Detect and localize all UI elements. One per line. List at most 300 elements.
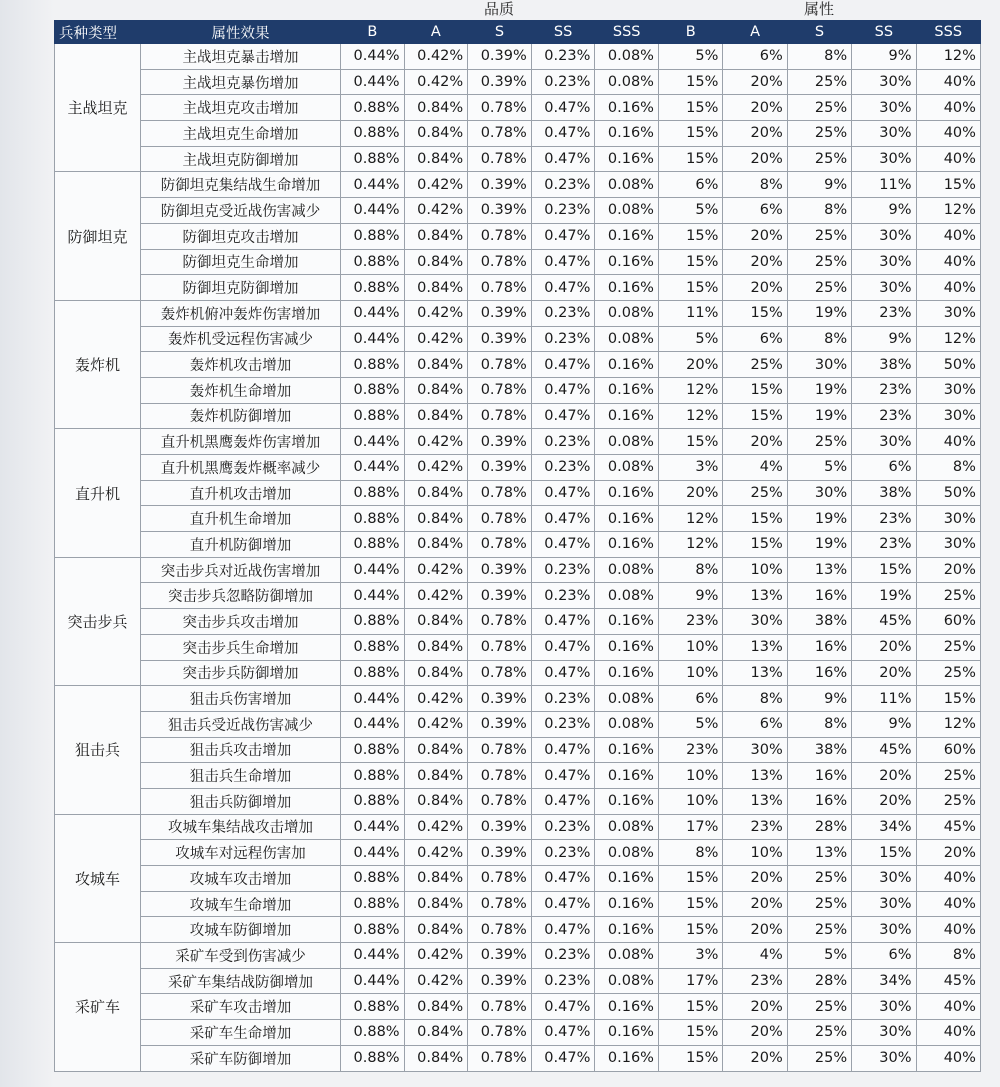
quality-value-cell: 0.88%	[341, 737, 405, 763]
attribute-value-cell: 20%	[852, 660, 916, 686]
quality-value-cell: 0.42%	[404, 557, 468, 583]
quality-value-cell: 0.88%	[341, 506, 405, 532]
quality-value-cell: 0.44%	[341, 968, 405, 994]
quality-value-cell: 0.44%	[341, 814, 405, 840]
header-attribute-a: A	[723, 21, 787, 44]
attribute-value-cell: 25%	[787, 146, 851, 172]
attribute-value-cell: 25%	[787, 121, 851, 147]
table-row	[55, 403, 981, 429]
quality-value-cell: 0.16%	[595, 609, 659, 635]
attribute-value-cell: 10%	[723, 840, 787, 866]
effect-cell: 采矿车生命增加	[141, 1020, 341, 1046]
quality-value-cell: 0.84%	[404, 609, 468, 635]
effect-cell: 突击步兵忽略防御增加	[141, 583, 341, 609]
attribute-value-cell: 30%	[916, 532, 980, 558]
quality-value-cell: 0.78%	[468, 146, 532, 172]
quality-value-cell: 0.47%	[531, 480, 595, 506]
attribute-value-cell: 25%	[787, 1020, 851, 1046]
quality-value-cell: 0.16%	[595, 917, 659, 943]
effect-cell: 直升机黑鹰轰炸伤害增加	[141, 429, 341, 455]
table-row	[55, 917, 981, 943]
attribute-value-cell: 23%	[658, 737, 722, 763]
table-row	[55, 1045, 981, 1071]
quality-value-cell: 0.47%	[531, 532, 595, 558]
attribute-value-cell: 5%	[658, 44, 722, 70]
effect-cell: 防御坦克生命增加	[141, 249, 341, 275]
effect-cell: 直升机生命增加	[141, 506, 341, 532]
effect-cell: 攻城车对远程伤害加	[141, 840, 341, 866]
attribute-value-cell: 8%	[787, 44, 851, 70]
attribute-value-cell: 8%	[658, 557, 722, 583]
attribute-value-cell: 30%	[852, 146, 916, 172]
attribute-value-cell: 30%	[852, 917, 916, 943]
quality-value-cell: 0.42%	[404, 429, 468, 455]
attribute-value-cell: 19%	[787, 403, 851, 429]
table-row	[55, 44, 981, 70]
quality-value-cell: 0.88%	[341, 763, 405, 789]
quality-value-cell: 0.16%	[595, 737, 659, 763]
quality-value-cell: 0.08%	[595, 943, 659, 969]
attribute-value-cell: 9%	[852, 44, 916, 70]
attribute-value-cell: 13%	[723, 634, 787, 660]
quality-value-cell: 0.23%	[531, 840, 595, 866]
attribute-value-cell: 15%	[658, 69, 722, 95]
table-row	[55, 968, 981, 994]
attribute-value-cell: 9%	[852, 326, 916, 352]
quality-value-cell: 0.42%	[404, 326, 468, 352]
quality-value-cell: 0.08%	[595, 198, 659, 224]
quality-value-cell: 0.47%	[531, 352, 595, 378]
attribute-value-cell: 38%	[852, 480, 916, 506]
table-row	[55, 583, 981, 609]
table-row	[55, 866, 981, 892]
quality-value-cell: 0.47%	[531, 1020, 595, 1046]
quality-value-cell: 0.88%	[341, 403, 405, 429]
attribute-value-cell: 50%	[916, 352, 980, 378]
attribute-value-cell: 20%	[723, 146, 787, 172]
attribute-value-cell: 30%	[852, 1045, 916, 1071]
effect-cell: 轰炸机受远程伤害减少	[141, 326, 341, 352]
quality-value-cell: 0.16%	[595, 249, 659, 275]
attribute-value-cell: 13%	[723, 788, 787, 814]
attribute-value-cell: 23%	[723, 814, 787, 840]
effect-cell: 防御坦克受近战伤害减少	[141, 198, 341, 224]
attribute-value-cell: 25%	[787, 69, 851, 95]
attribute-value-cell: 15%	[723, 506, 787, 532]
attribute-value-cell: 25%	[723, 480, 787, 506]
effect-cell: 采矿车受到伤害减少	[141, 943, 341, 969]
quality-value-cell: 0.78%	[468, 609, 532, 635]
quality-value-cell: 0.88%	[341, 660, 405, 686]
quality-value-cell: 0.47%	[531, 866, 595, 892]
attribute-value-cell: 10%	[658, 660, 722, 686]
attribute-value-cell: 45%	[916, 814, 980, 840]
quality-value-cell: 0.39%	[468, 968, 532, 994]
quality-value-cell: 0.16%	[595, 660, 659, 686]
quality-value-cell: 0.47%	[531, 275, 595, 301]
quality-value-cell: 0.78%	[468, 249, 532, 275]
attribute-value-cell: 8%	[787, 198, 851, 224]
quality-value-cell: 0.42%	[404, 455, 468, 481]
quality-value-cell: 0.88%	[341, 532, 405, 558]
quality-value-cell: 0.08%	[595, 44, 659, 70]
quality-value-cell: 0.39%	[468, 326, 532, 352]
quality-value-cell: 0.47%	[531, 609, 595, 635]
attribute-value-cell: 40%	[916, 917, 980, 943]
attribute-value-cell: 15%	[723, 403, 787, 429]
quality-value-cell: 0.78%	[468, 275, 532, 301]
quality-value-cell: 0.88%	[341, 634, 405, 660]
effect-cell: 狙击兵受近战伤害减少	[141, 711, 341, 737]
quality-value-cell: 0.84%	[404, 249, 468, 275]
table-row	[55, 711, 981, 737]
effect-cell: 主战坦克生命增加	[141, 121, 341, 147]
attribute-value-cell: 40%	[916, 275, 980, 301]
attribute-value-cell: 8%	[916, 455, 980, 481]
effect-cell: 防御坦克攻击增加	[141, 223, 341, 249]
quality-value-cell: 0.42%	[404, 44, 468, 70]
quality-value-cell: 0.42%	[404, 968, 468, 994]
quality-value-cell: 0.88%	[341, 609, 405, 635]
quality-value-cell: 0.23%	[531, 44, 595, 70]
table-body	[55, 44, 981, 1072]
attribute-value-cell: 30%	[916, 506, 980, 532]
attribute-value-cell: 23%	[852, 532, 916, 558]
troop-type-cell: 直升机	[55, 429, 141, 557]
attribute-value-cell: 6%	[723, 711, 787, 737]
attribute-value-cell: 25%	[787, 891, 851, 917]
attribute-value-cell: 19%	[787, 377, 851, 403]
quality-value-cell: 0.44%	[341, 711, 405, 737]
troop-type-cell: 攻城车	[55, 814, 141, 942]
attribute-value-cell: 19%	[852, 583, 916, 609]
effect-cell: 突击步兵生命增加	[141, 634, 341, 660]
quality-value-cell: 0.44%	[341, 69, 405, 95]
attribute-value-cell: 25%	[787, 1045, 851, 1071]
attribute-value-cell: 25%	[787, 429, 851, 455]
quality-value-cell: 0.44%	[341, 172, 405, 198]
attribute-value-cell: 16%	[787, 583, 851, 609]
quality-value-cell: 0.16%	[595, 275, 659, 301]
quality-value-cell: 0.47%	[531, 506, 595, 532]
attribute-value-cell: 15%	[658, 146, 722, 172]
attribute-value-cell: 8%	[723, 172, 787, 198]
attribute-value-cell: 15%	[723, 377, 787, 403]
attribute-value-cell: 20%	[723, 891, 787, 917]
quality-value-cell: 0.78%	[468, 994, 532, 1020]
troop-type-cell: 突击步兵	[55, 557, 141, 685]
quality-value-cell: 0.42%	[404, 583, 468, 609]
attribute-value-cell: 6%	[852, 943, 916, 969]
table-row	[55, 737, 981, 763]
attribute-value-cell: 15%	[658, 121, 722, 147]
quality-value-cell: 0.84%	[404, 377, 468, 403]
quality-value-cell: 0.78%	[468, 532, 532, 558]
quality-value-cell: 0.16%	[595, 634, 659, 660]
quality-value-cell: 0.16%	[595, 1045, 659, 1071]
quality-value-cell: 0.42%	[404, 172, 468, 198]
quality-value-cell: 0.78%	[468, 763, 532, 789]
attribute-value-cell: 8%	[787, 711, 851, 737]
attribute-value-cell: 12%	[658, 506, 722, 532]
attribute-value-cell: 23%	[723, 968, 787, 994]
quality-value-cell: 0.23%	[531, 557, 595, 583]
attribute-value-cell: 23%	[852, 377, 916, 403]
page-margin	[0, 0, 54, 1087]
effect-cell: 突击步兵攻击增加	[141, 609, 341, 635]
attribute-value-cell: 15%	[658, 275, 722, 301]
quality-value-cell: 0.84%	[404, 660, 468, 686]
effect-cell: 主战坦克暴伤增加	[141, 69, 341, 95]
quality-value-cell: 0.84%	[404, 788, 468, 814]
attribute-value-cell: 20%	[723, 95, 787, 121]
attribute-value-cell: 15%	[658, 429, 722, 455]
header-quality-b: B	[341, 21, 405, 44]
quality-value-cell: 0.39%	[468, 44, 532, 70]
attribute-value-cell: 25%	[916, 634, 980, 660]
table-row	[55, 891, 981, 917]
table-row	[55, 788, 981, 814]
effect-cell: 狙击兵生命增加	[141, 763, 341, 789]
attribute-value-cell: 20%	[723, 429, 787, 455]
quality-value-cell: 0.84%	[404, 866, 468, 892]
attribute-value-cell: 17%	[658, 968, 722, 994]
attribute-value-cell: 10%	[658, 634, 722, 660]
quality-value-cell: 0.44%	[341, 300, 405, 326]
quality-value-cell: 0.78%	[468, 634, 532, 660]
quality-value-cell: 0.23%	[531, 300, 595, 326]
attribute-value-cell: 30%	[852, 275, 916, 301]
quality-value-cell: 0.78%	[468, 866, 532, 892]
attribute-value-cell: 20%	[723, 249, 787, 275]
quality-value-cell: 0.44%	[341, 326, 405, 352]
attribute-value-cell: 30%	[916, 300, 980, 326]
attribute-value-cell: 13%	[723, 763, 787, 789]
table-row	[55, 557, 981, 583]
attribute-value-cell: 12%	[658, 403, 722, 429]
table-row	[55, 275, 981, 301]
table-row	[55, 146, 981, 172]
table-row	[55, 634, 981, 660]
attribute-value-cell: 40%	[916, 121, 980, 147]
quality-value-cell: 0.88%	[341, 249, 405, 275]
quality-value-cell: 0.84%	[404, 146, 468, 172]
quality-value-cell: 0.84%	[404, 480, 468, 506]
attribute-value-cell: 6%	[852, 455, 916, 481]
attribute-value-cell: 6%	[658, 686, 722, 712]
quality-value-cell: 0.88%	[341, 146, 405, 172]
attribute-value-cell: 30%	[723, 737, 787, 763]
quality-value-cell: 0.84%	[404, 994, 468, 1020]
attribute-value-cell: 15%	[723, 532, 787, 558]
quality-value-cell: 0.08%	[595, 711, 659, 737]
quality-value-cell: 0.84%	[404, 275, 468, 301]
quality-value-cell: 0.08%	[595, 172, 659, 198]
troop-type-cell: 采矿车	[55, 943, 141, 1071]
attribute-value-cell: 20%	[658, 352, 722, 378]
attribute-value-cell: 30%	[852, 891, 916, 917]
quality-group-title: 品质	[483, 0, 514, 18]
quality-value-cell: 0.39%	[468, 198, 532, 224]
attribute-value-cell: 13%	[723, 660, 787, 686]
quality-value-cell: 0.84%	[404, 223, 468, 249]
quality-value-cell: 0.88%	[341, 788, 405, 814]
attribute-value-cell: 60%	[916, 737, 980, 763]
effect-cell: 轰炸机攻击增加	[141, 352, 341, 378]
attribute-value-cell: 25%	[723, 352, 787, 378]
quality-value-cell: 0.23%	[531, 583, 595, 609]
quality-value-cell: 0.08%	[595, 968, 659, 994]
effect-cell: 防御坦克集结战生命增加	[141, 172, 341, 198]
quality-value-cell: 0.42%	[404, 943, 468, 969]
quality-value-cell: 0.47%	[531, 249, 595, 275]
attribute-value-cell: 8%	[916, 943, 980, 969]
quality-value-cell: 0.44%	[341, 557, 405, 583]
quality-value-cell: 0.08%	[595, 557, 659, 583]
attribute-value-cell: 15%	[852, 557, 916, 583]
attribute-value-cell: 20%	[852, 634, 916, 660]
attribute-value-cell: 9%	[787, 686, 851, 712]
quality-value-cell: 0.47%	[531, 223, 595, 249]
quality-value-cell: 0.78%	[468, 1045, 532, 1071]
quality-value-cell: 0.88%	[341, 352, 405, 378]
effect-cell: 主战坦克攻击增加	[141, 95, 341, 121]
attribute-value-cell: 12%	[658, 377, 722, 403]
effect-cell: 攻城车攻击增加	[141, 866, 341, 892]
troop-type-cell: 轰炸机	[55, 300, 141, 428]
quality-value-cell: 0.16%	[595, 994, 659, 1020]
quality-value-cell: 0.16%	[595, 891, 659, 917]
attribute-value-cell: 30%	[852, 95, 916, 121]
quality-value-cell: 0.08%	[595, 840, 659, 866]
attribute-value-cell: 13%	[787, 557, 851, 583]
quality-value-cell: 0.47%	[531, 121, 595, 147]
attribute-value-cell: 23%	[852, 300, 916, 326]
quality-value-cell: 0.42%	[404, 814, 468, 840]
attribute-value-cell: 3%	[658, 455, 722, 481]
quality-value-cell: 0.47%	[531, 994, 595, 1020]
quality-value-cell: 0.16%	[595, 95, 659, 121]
quality-value-cell: 0.16%	[595, 532, 659, 558]
attribute-value-cell: 15%	[658, 223, 722, 249]
attribute-value-cell: 30%	[852, 249, 916, 275]
header-effect: 属性效果	[141, 21, 341, 44]
effect-cell: 主战坦克防御增加	[141, 146, 341, 172]
attribute-value-cell: 28%	[787, 968, 851, 994]
attribute-value-cell: 40%	[916, 1020, 980, 1046]
quality-value-cell: 0.88%	[341, 1020, 405, 1046]
header-attribute-s: S	[787, 21, 851, 44]
attribute-value-cell: 30%	[852, 69, 916, 95]
quality-value-cell: 0.08%	[595, 455, 659, 481]
quality-value-cell: 0.39%	[468, 686, 532, 712]
quality-value-cell: 0.78%	[468, 377, 532, 403]
effect-cell: 直升机防御增加	[141, 532, 341, 558]
attribute-value-cell: 38%	[787, 609, 851, 635]
effect-cell: 防御坦克防御增加	[141, 275, 341, 301]
attribute-value-cell: 5%	[658, 326, 722, 352]
quality-value-cell: 0.44%	[341, 198, 405, 224]
effect-cell: 攻城车防御增加	[141, 917, 341, 943]
attribute-value-cell: 20%	[723, 1045, 787, 1071]
attribute-value-cell: 40%	[916, 249, 980, 275]
quality-value-cell: 0.16%	[595, 146, 659, 172]
quality-value-cell: 0.08%	[595, 814, 659, 840]
effect-cell: 采矿车防御增加	[141, 1045, 341, 1071]
attribute-value-cell: 40%	[916, 95, 980, 121]
table-row	[55, 1020, 981, 1046]
quality-value-cell: 0.42%	[404, 300, 468, 326]
table-row	[55, 121, 981, 147]
quality-value-cell: 0.88%	[341, 95, 405, 121]
effect-cell: 狙击兵伤害增加	[141, 686, 341, 712]
attribute-value-cell: 45%	[916, 968, 980, 994]
attribute-value-cell: 8%	[723, 686, 787, 712]
attribute-value-cell: 20%	[723, 69, 787, 95]
quality-value-cell: 0.39%	[468, 300, 532, 326]
table-row	[55, 300, 981, 326]
attribute-value-cell: 30%	[723, 609, 787, 635]
attribute-value-cell: 11%	[852, 172, 916, 198]
quality-value-cell: 0.44%	[341, 840, 405, 866]
attribute-value-cell: 23%	[852, 403, 916, 429]
attribute-value-cell: 20%	[916, 557, 980, 583]
quality-value-cell: 0.78%	[468, 788, 532, 814]
attribute-value-cell: 34%	[852, 814, 916, 840]
quality-value-cell: 0.42%	[404, 198, 468, 224]
quality-value-cell: 0.39%	[468, 429, 532, 455]
quality-value-cell: 0.78%	[468, 917, 532, 943]
effect-cell: 狙击兵防御增加	[141, 788, 341, 814]
table-row	[55, 814, 981, 840]
attribute-value-cell: 8%	[787, 326, 851, 352]
attribute-value-cell: 9%	[787, 172, 851, 198]
attribute-value-cell: 30%	[852, 994, 916, 1020]
effect-cell: 轰炸机防御增加	[141, 403, 341, 429]
attribute-value-cell: 40%	[916, 866, 980, 892]
attribute-value-cell: 20%	[658, 480, 722, 506]
effect-cell: 直升机黑鹰轰炸概率减少	[141, 455, 341, 481]
attribute-value-cell: 19%	[787, 532, 851, 558]
quality-value-cell: 0.84%	[404, 917, 468, 943]
effect-cell: 轰炸机生命增加	[141, 377, 341, 403]
attribute-value-cell: 45%	[852, 737, 916, 763]
header-quality-s: S	[468, 21, 532, 44]
attribute-value-cell: 20%	[723, 275, 787, 301]
table-row	[55, 172, 981, 198]
quality-value-cell: 0.84%	[404, 403, 468, 429]
quality-value-cell: 0.08%	[595, 326, 659, 352]
table-row	[55, 994, 981, 1020]
attribute-value-cell: 12%	[916, 711, 980, 737]
table-row	[55, 660, 981, 686]
quality-value-cell: 0.84%	[404, 352, 468, 378]
table-row	[55, 198, 981, 224]
quality-value-cell: 0.16%	[595, 480, 659, 506]
quality-value-cell: 0.78%	[468, 506, 532, 532]
attribute-value-cell: 6%	[723, 198, 787, 224]
header-attribute-b: B	[658, 21, 722, 44]
quality-value-cell: 0.23%	[531, 172, 595, 198]
table-row	[55, 763, 981, 789]
attribute-value-cell: 40%	[916, 1045, 980, 1071]
quality-value-cell: 0.16%	[595, 506, 659, 532]
attribute-value-cell: 10%	[723, 557, 787, 583]
attribute-value-cell: 50%	[916, 480, 980, 506]
header-attribute-ss: SS	[852, 21, 916, 44]
quality-value-cell: 0.88%	[341, 917, 405, 943]
quality-value-cell: 0.88%	[341, 223, 405, 249]
